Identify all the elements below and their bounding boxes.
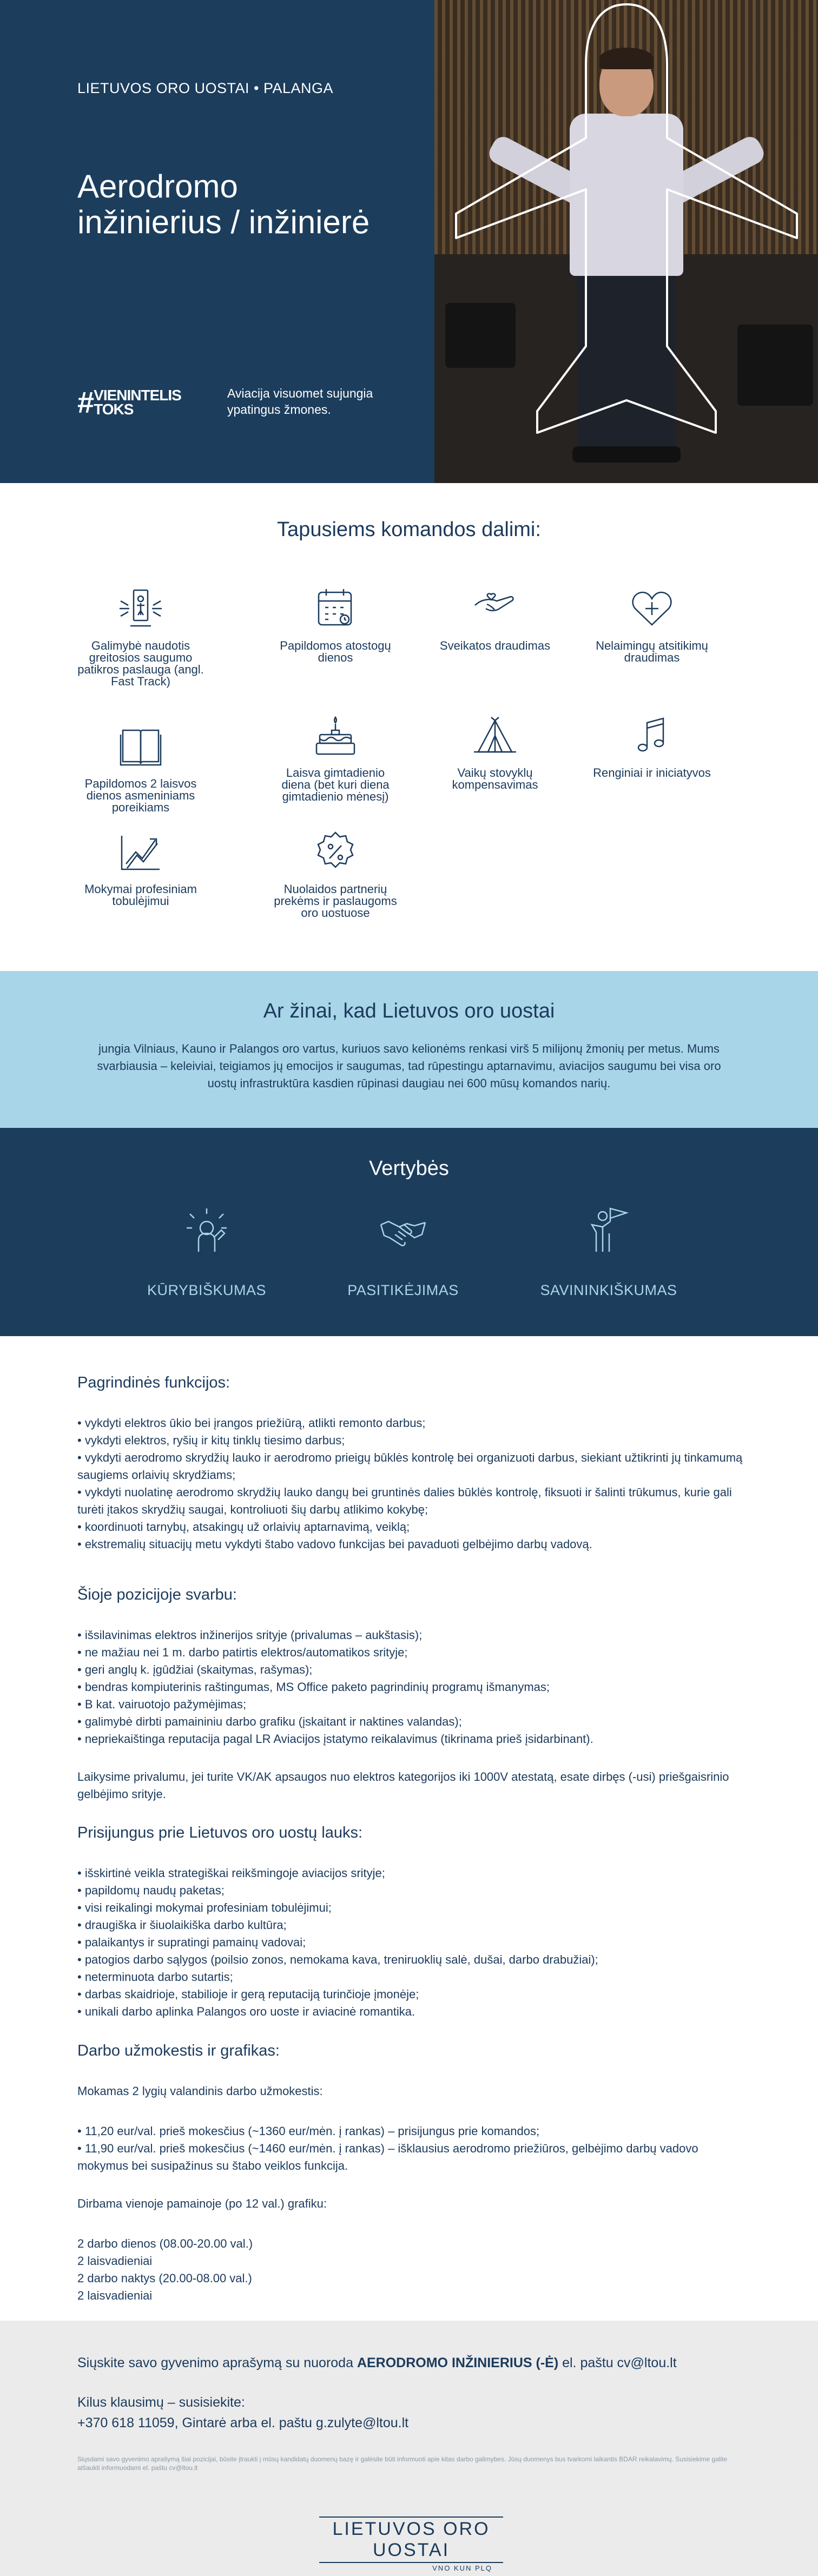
benefit-label: Vaikų stovyklų kompensavimas [452,766,538,791]
list-item: • vykdyti elektros ūkio bei įrangos priežiūrą, atlikti remonto darbus; [77,1416,426,1430]
list-item: 2 darbo naktys (20.00-08.00 val.) [77,2271,252,2285]
list-item: • B kat. vairuotojo pažymėjimas; [77,1697,247,1711]
list-item: • išskirtinė veikla strategiškai reikšmingoje aviacijos srityje; [77,1866,385,1880]
benefit-label: Renginiai ir iniciatyvos [593,766,711,780]
section-heading: Prisijungus prie Lietuvos oro uostų lauks: [77,1824,363,1841]
logo-airport-codes: VNO KUN PLQ [432,2564,492,2572]
benefit-item [430,714,560,791]
cake-icon [311,714,360,757]
vienintelis-toks-tag [77,385,181,419]
book-icon [116,725,165,768]
list-item: • palaikantys ir supratingi pamainų vadovai; [77,1936,306,1949]
job-title-line1: Aerodromo [77,168,238,204]
list-item: • nepriekaištinga reputacija pagal LR Aviacijos įstatymo reikalavimus (tikrinama prieš įsidarbinant). [77,1732,593,1746]
footer [0,2321,818,2576]
benefit-label: Laisva gimtadienio diena (bet kuri diena gimtadienio mėnesį) [281,766,390,803]
list-item: 2 darbo dienos (08.00-20.00 val.) [77,2237,253,2250]
benefit-label: Nelaimingų atsitikimų draudimas [596,639,708,664]
tag-word1: VIENINTELIS [94,387,181,404]
list-item: • vykdyti aerodromo skrydžių lauko ir aerodromo prieigų būklės kontrolę bei organizuoti darbus, siekiant užtikrinti jų tinkamumą saugiems orlaivių skrydžiams; [77,1451,743,1482]
benefit-label: Galimybė naudotis greitosios saugumo patikros paslauga (angl. Fast Track) [77,639,204,688]
benefit-item [587,587,717,664]
section-heading: Darbo užmokestis ir grafikas: [77,2042,280,2059]
join-section [77,1824,743,2041]
benefit-label: Nuolaidos partnerių prekėms ir paslaugoms oro uostuose [274,882,397,920]
list-item: • visi reikalingi mokymai profesiniam tobulėjimui; [77,1901,332,1914]
calendar-icon [311,587,360,630]
list-item: • unikali darbo aplinka Palangos oro uoste ir aviacinė romantika. [77,2005,415,2018]
logo-divider [319,2516,503,2518]
list-item: • 11,20 eur/val. prieš mokesčius (~1360 eur/mėn. į rankas) – prisijungus prie komandos; [77,2124,540,2138]
functions-list [77,1415,743,1553]
list-item: • geri anglų k. įgūdžiai (skaitymas, rašymas); [77,1663,313,1676]
company-logo [319,2515,503,2572]
values-title: Vertybės [369,1157,449,1180]
benefit-item [76,830,206,907]
list-item: • išsilavinimas elektros inžinerijos srityje (privalumas – aukštasis); [77,1628,423,1642]
benefit-item [587,714,717,779]
apply-instructions [77,2355,677,2371]
requirements-section [77,1586,743,1826]
section-heading: Šioje pozicijoje svarbu: [77,1586,237,1603]
list-item: • papildomų naudų paketas; [77,1884,225,1897]
fact-banner [0,971,818,1128]
creativity-icon [182,1206,231,1255]
salary-list [77,2123,743,2175]
hero-subtitle: Aviacija visuomet sujungia ypatingus žmones. [227,386,373,417]
benefit-item [430,587,560,652]
logo-text: LIETUVOS ORO UOSTAI [332,2519,490,2560]
benefit-item [271,587,400,664]
benefit-item [271,714,400,803]
health-hand-icon [471,587,519,630]
list-item: • vykdyti nuolatinę aerodromo skrydžių lauko dangų bei gruntinės dalies būklės kontrolę, fiksuoti ir šalinti trūkumus, kurie gali turėti įtakos skrydžių saugai, kontroliuoti šių darbų atlikimo kokybę; [77,1485,732,1516]
privacy-note: Siųsdami savo gyvenimo aprašymą šiai pozicijai, būsite įtraukti į mūsų kandidatų duomenų bazę ir galėsite būti informuoti apie kitas darbo galimybes. Jūsų duomenys bus tvarkomi laikantis BDAR reikalavimų. Susisiekime galite atšaukti informuodami el. paštu cv@ltou.lt [77,2455,728,2472]
list-item: • ne mažiau nei 1 m. darbo patirtis elektros/automatikos srityje; [77,1646,408,1659]
benefit-item [271,830,400,919]
contact-info [77,2392,408,2433]
list-item: • galimybė dirbti pamaininiu darbo grafiku (įskaitant ir naktines valandas); [77,1715,462,1728]
apply-prefix: Siųskite savo gyvenimo aprašymą su nuoroda [77,2355,357,2370]
benefit-item [76,587,206,688]
value-label: KŪRYBIŠKUMAS [147,1282,267,1298]
list-item: • draugiška ir šiuolaikiška darbo kultūra; [77,1918,287,1932]
value-label: SAVININKIŠKUMAS [540,1282,677,1298]
airplane-outline-icon [434,0,818,483]
handshake-icon [379,1206,427,1255]
apply-reference: AERODROMO INŽINIERIUS (-Ė) [357,2355,559,2370]
list-item: • patogios darbo sąlygos (poilsio zonos, nemokama kava, treniruoklių salė, dušai, darbo drabužiai); [77,1953,598,1966]
hero-photo [434,0,818,483]
music-note-icon [628,714,676,757]
salary-section [77,2042,743,2325]
list-item: • ekstremalių situacijų metu vykdyti štabo vadovo funkcijas bei pavaduoti gelbėjimo darbų vadovą. [77,1537,592,1551]
list-item: • darbas skaidrioje, stabilioje ir gerą reputaciją turinčioje įmonėje; [77,1987,419,2001]
tag-word2: TOKS [94,401,134,418]
fact-text: jungia Vilniaus, Kauno ir Palangos oro vartus, kuriuos savo kelionėms renkasi virš 5 milijonų žmonių per metus. Mums svarbiausia – keleiviai, teigiamos jų emocijos ir saugumas, tad rūpestingu aptarnavimu, aviacijos saugumu bei visa oro uostų infrastruktūra kasdien rūpinasi daugiau nei 600 mūsų komandos narių. [97,1042,721,1090]
schedule-intro: Dirbama vienoje pamainoje (po 12 val.) grafiku: [77,2197,327,2210]
hero-left-panel [0,0,434,483]
hero-banner [0,0,818,483]
functions-section [77,1374,743,1574]
fast-track-icon [116,587,165,630]
job-title-line2: inžinierius / inžinierė [77,204,370,240]
job-title [77,169,413,240]
requirements-note: Laikysime privalumu, jei turite VK/AK apsaugos nuo elektros kategorijos iki 1000V atestatą, esate dirbęs (-usi) priešgaisrinio gelbėjimo srityje. [77,1770,729,1801]
benefit-label: Mokymai profesiniam tobulėjimui [84,882,197,908]
benefit-label: Papildomos 2 laisvos dienos asmeniniams poreikiams [84,777,197,814]
list-item: • neterminuota darbo sutartis; [77,1970,233,1984]
growth-chart-icon [116,830,165,874]
value-item [316,1206,490,1299]
list-item: • vykdyti elektros, ryšių ir kitų tinklų tiesimo darbus; [77,1434,345,1447]
benefit-label: Sveikatos draudimas [439,639,551,652]
requirements-list [77,1627,743,1748]
benefits-title: Tapusiems komandos dalimi: [277,518,541,541]
contact-details[interactable]: +370 618 11059, Gintarė arba el. paštu g.zulyte@ltou.lt [77,2415,409,2430]
apply-email[interactable]: el. paštu cv@ltou.lt [558,2355,677,2370]
fact-title: Ar žinai, kad Lietuvos oro uostai [263,1000,555,1022]
list-item: • koordinuoti tarnybų, atsakingų už orlaivių aptarnavimą, veiklą; [77,1520,410,1534]
schedule-list [77,2235,743,2304]
values-section [0,1128,818,1336]
benefit-item [76,725,206,814]
list-item: • 11,90 eur/val. prieš mokesčius (~1460 eur/mėn. į rankas) – išklausius aerodromo priežiūros, gelbėjimo darbų vadovo mokymus bei susipažinus su štabo veiklos funkcija. [77,2142,698,2172]
discount-badge-icon [311,830,360,874]
hero-brand: LIETUVOS ORO UOSTAI • PALANGA [77,80,334,96]
salary-intro: Mokamas 2 lygių valandinis darbo užmokestis: [77,2084,323,2098]
value-item [120,1206,293,1299]
tent-icon [471,714,519,757]
hashtag-symbol: # [77,385,94,419]
list-item: 2 laisvadieniai [77,2254,153,2268]
list-item: 2 laisvadieniai [77,2289,153,2302]
logo-divider [319,2562,503,2563]
list-item: • bendras kompiuterinis raštingumas, MS Office paketo pagrindinių programų išmanymas; [77,1680,550,1694]
join-list [77,1865,743,2020]
value-item [522,1206,695,1299]
benefit-label: Papildomos atostogų dienos [280,639,391,664]
value-label: PASITIKĖJIMAS [347,1282,459,1298]
heart-plus-icon [628,587,676,630]
section-heading: Pagrindinės funkcijos: [77,1374,230,1391]
questions-label: Kilus klausimų – susisiekite: [77,2395,245,2410]
flag-person-icon [584,1206,633,1255]
